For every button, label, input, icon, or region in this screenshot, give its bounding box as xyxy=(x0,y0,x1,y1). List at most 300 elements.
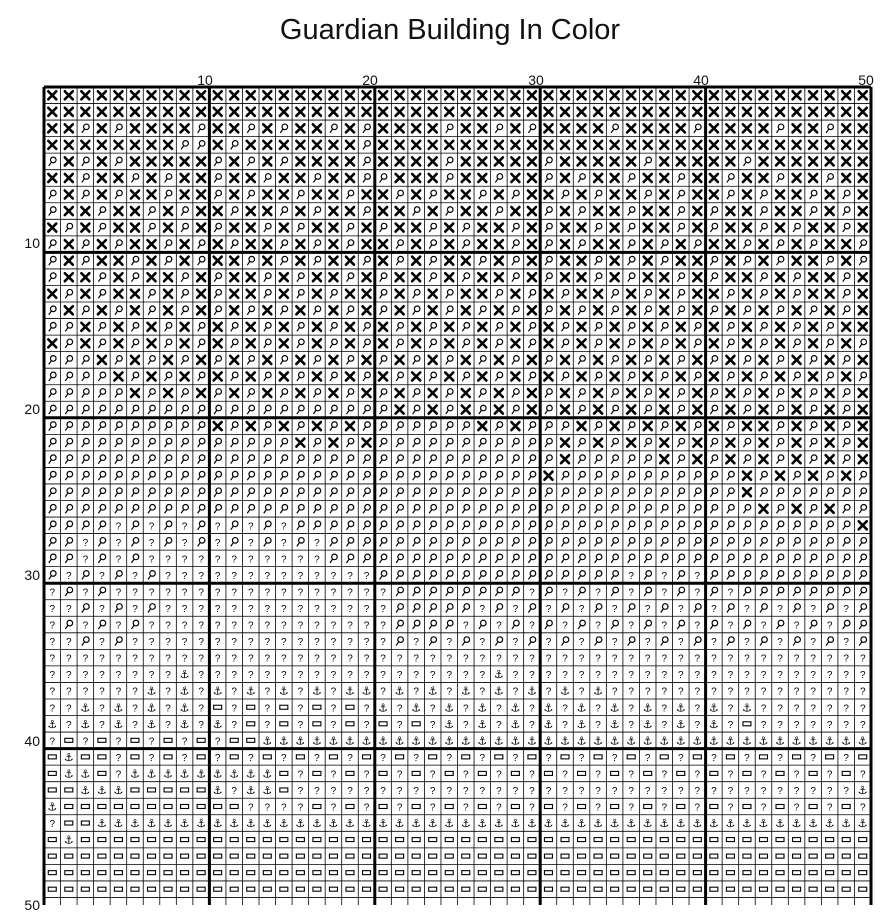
stitch-cell xyxy=(98,223,105,232)
stitch-cell xyxy=(296,257,304,265)
stitch-cell xyxy=(148,455,155,464)
stitch-cell: ? xyxy=(347,587,353,599)
stitch-cell: ? xyxy=(628,769,634,781)
stitch-cell xyxy=(561,157,569,165)
stitch-cell xyxy=(694,488,701,497)
stitch-cell xyxy=(296,124,304,132)
stitch-cell: ? xyxy=(49,736,56,748)
stitch-cell: ? xyxy=(231,604,237,616)
stitch-cell xyxy=(164,356,172,364)
stitch-cell xyxy=(743,722,751,726)
stitch-cell xyxy=(65,587,72,596)
stitch-cell: ⚓ xyxy=(394,684,405,698)
stitch-cell xyxy=(760,190,767,199)
stitch-cell xyxy=(693,207,701,215)
stitch-cell: ? xyxy=(330,620,337,632)
stitch-cell: ? xyxy=(843,703,849,715)
stitch-cell xyxy=(446,289,453,298)
stitch-cell: ? xyxy=(314,604,320,616)
stitch-cell: ? xyxy=(479,670,486,682)
stitch-cell xyxy=(462,887,470,891)
stitch-cell xyxy=(495,455,502,464)
stitch-cell xyxy=(859,471,866,480)
stitch-cell xyxy=(396,273,404,281)
stitch-cell xyxy=(693,191,701,199)
stitch-cell xyxy=(131,538,138,547)
stitch-cell xyxy=(495,289,502,298)
stitch-cell xyxy=(81,887,89,891)
stitch-cell xyxy=(859,108,867,116)
stitch-cell xyxy=(363,339,370,348)
stitch-cell xyxy=(115,405,122,414)
stitch-cell xyxy=(313,504,320,513)
stitch-cell xyxy=(214,124,222,132)
stitch-cell xyxy=(197,108,205,116)
stitch-cell xyxy=(114,91,122,99)
stitch-cell xyxy=(363,504,370,513)
stitch-cell xyxy=(346,339,354,347)
stitch-cell xyxy=(280,256,287,265)
stitch-cell: ? xyxy=(198,719,204,731)
stitch-cell xyxy=(760,339,767,348)
stitch-cell: ? xyxy=(678,670,684,682)
stitch-cell xyxy=(859,339,866,348)
stitch-cell xyxy=(727,339,734,348)
stitch-cell xyxy=(82,372,89,381)
stitch-cell xyxy=(462,604,469,613)
stitch-cell: ⚓ xyxy=(493,668,504,682)
stitch-cell xyxy=(263,306,271,314)
stitch-cell: ? xyxy=(165,604,171,616)
stitch-cell xyxy=(809,157,817,165)
stitch-cell xyxy=(611,854,619,858)
stitch-cell: ? xyxy=(760,670,767,682)
stitch-cell xyxy=(578,871,586,875)
stitch-cell xyxy=(462,157,470,165)
stitch-cell: ? xyxy=(446,686,453,698)
stitch-cell xyxy=(313,108,321,116)
stitch-cell: ? xyxy=(760,703,767,715)
stitch-cell xyxy=(611,488,618,497)
stitch-cell: ? xyxy=(760,620,767,632)
stitch-cell xyxy=(48,91,56,99)
stitch-cell: ? xyxy=(330,653,337,665)
stitch-cell xyxy=(611,455,618,464)
stitch-cell xyxy=(396,422,403,431)
stitch-cell: ⚓ xyxy=(361,734,372,748)
stitch-cell xyxy=(462,554,469,563)
stitch-cell xyxy=(247,738,255,742)
stitch-cell xyxy=(826,256,833,265)
stitch-cell xyxy=(776,372,784,380)
stitch-cell xyxy=(380,422,387,431)
stitch-cell xyxy=(445,871,453,875)
stitch-cell: ? xyxy=(281,537,287,549)
stitch-cell xyxy=(628,207,635,216)
stitch-cell: ? xyxy=(429,719,436,731)
stitch-cell: ? xyxy=(330,686,337,698)
stitch-cell xyxy=(380,538,387,547)
stitch-cell xyxy=(114,207,122,215)
stitch-cell: ? xyxy=(297,587,304,599)
stitch-cell xyxy=(594,124,602,132)
stitch-cell: ? xyxy=(330,587,337,599)
stitch-cell xyxy=(446,521,453,530)
stitch-cell xyxy=(793,571,800,580)
stitch-cell xyxy=(65,738,73,742)
stitch-cell xyxy=(793,323,800,332)
stitch-cell xyxy=(114,290,122,298)
stitch-cell: ? xyxy=(545,637,552,649)
stitch-cell: ? xyxy=(347,670,353,682)
stitch-cell xyxy=(759,157,767,165)
stitch-cell xyxy=(677,838,685,842)
stitch-cell xyxy=(214,141,222,149)
stitch-cell: ? xyxy=(661,670,668,682)
stitch-cell: ⚓ xyxy=(493,734,504,748)
stitch-cell xyxy=(346,771,354,775)
stitch-cell xyxy=(363,207,370,216)
stitch-cell: ⚓ xyxy=(609,717,620,731)
stitch-cell: ? xyxy=(859,719,866,731)
stitch-cell xyxy=(793,157,801,165)
stitch-cell xyxy=(528,554,535,563)
stitch-cell xyxy=(677,257,685,265)
stitch-cell xyxy=(48,339,56,347)
stitch-cell xyxy=(346,804,354,808)
stitch-cell: ? xyxy=(859,686,866,698)
stitch-cell xyxy=(793,191,801,199)
stitch-cell: ? xyxy=(314,653,320,665)
stitch-cell xyxy=(181,356,188,365)
stitch-cell xyxy=(776,771,784,775)
stitch-cell: ? xyxy=(496,719,502,731)
stitch-cell xyxy=(82,422,89,431)
stitch-cell: ? xyxy=(595,587,601,599)
stitch-cell: ? xyxy=(793,620,800,632)
stitch-cell xyxy=(197,207,205,215)
stitch-cell xyxy=(65,488,72,497)
stitch-cell: ⚓ xyxy=(576,817,587,831)
stitch-cell: ⚓ xyxy=(130,767,140,781)
stitch-cell xyxy=(793,471,800,480)
stitch-cell xyxy=(810,488,817,497)
stitch-cell xyxy=(379,323,387,331)
stitch-cell: ? xyxy=(711,752,717,764)
stitch-cell xyxy=(843,356,850,365)
stitch-cell xyxy=(197,273,205,281)
stitch-cell xyxy=(396,174,404,182)
stitch-cell xyxy=(561,108,569,116)
stitch-cell xyxy=(165,488,172,497)
stitch-cell xyxy=(297,504,304,513)
stitch-cell: ⚓ xyxy=(576,717,587,731)
stitch-cell xyxy=(677,91,685,99)
stitch-cell xyxy=(230,306,238,314)
stitch-cell: ? xyxy=(611,670,618,682)
stitch-cell: ? xyxy=(165,653,171,665)
stitch-cell xyxy=(760,323,767,332)
stitch-cell xyxy=(247,372,255,380)
stitch-cell xyxy=(462,257,470,265)
stitch-cell xyxy=(280,438,287,447)
stitch-cell xyxy=(82,190,89,199)
stitch-cell xyxy=(230,191,238,199)
stitch-cell xyxy=(693,108,701,116)
stitch-cell xyxy=(661,538,668,547)
stitch-cell xyxy=(495,356,503,364)
stitch-cell xyxy=(727,289,734,298)
stitch-cell xyxy=(148,488,155,497)
stitch-cell xyxy=(313,273,321,281)
stitch-cell xyxy=(98,504,105,513)
stitch-cell xyxy=(81,108,89,116)
stitch-cell xyxy=(346,504,353,513)
stitch-cell: ? xyxy=(810,670,816,682)
stitch-cell xyxy=(65,438,72,447)
stitch-cell xyxy=(578,141,586,149)
stitch-cell xyxy=(280,389,287,398)
stitch-cell xyxy=(82,455,89,464)
stitch-cell: ? xyxy=(611,637,618,649)
stitch-cell xyxy=(380,174,387,183)
stitch-cell xyxy=(578,157,586,165)
stitch-cell: ? xyxy=(380,670,386,682)
stitch-cell: ? xyxy=(479,604,486,616)
stitch-cell: ? xyxy=(826,719,833,731)
stitch-cell xyxy=(446,207,453,216)
stitch-cell xyxy=(413,587,420,596)
stitch-cell: ? xyxy=(678,752,684,764)
stitch-cell xyxy=(644,273,652,281)
stitch-cell: ? xyxy=(479,752,486,764)
stitch-cell xyxy=(710,91,718,99)
stitch-cell xyxy=(710,538,717,547)
stitch-cell xyxy=(793,339,800,348)
stitch-cell xyxy=(446,389,453,398)
stitch-cell xyxy=(98,257,106,265)
stitch-cell xyxy=(247,722,255,726)
stitch-cell xyxy=(98,538,105,547)
stitch-cell xyxy=(81,755,89,759)
stitch-cell xyxy=(131,554,138,563)
stitch-cell: ? xyxy=(247,537,254,549)
stitch-cell: ⚓ xyxy=(460,734,471,748)
stitch-cell xyxy=(264,339,271,348)
stitch-cell xyxy=(677,273,684,282)
stitch-cell xyxy=(396,854,404,858)
stitch-cell xyxy=(660,755,668,759)
stitch-cell xyxy=(230,108,238,116)
stitch-cell xyxy=(313,838,321,842)
stitch-cell xyxy=(247,224,255,232)
stitch-cell xyxy=(843,405,850,414)
stitch-cell xyxy=(198,124,205,133)
stitch-cell: ? xyxy=(727,620,734,632)
stitch-cell: ⚓ xyxy=(328,817,339,831)
stitch-cell xyxy=(280,471,287,480)
stitch-cell: ⚓ xyxy=(460,817,471,831)
stitch-cell xyxy=(263,871,271,875)
stitch-cell xyxy=(478,108,486,116)
stitch-cell xyxy=(594,290,602,298)
stitch-cell: ? xyxy=(148,637,155,649)
stitch-cell xyxy=(264,438,271,447)
stitch-cell xyxy=(247,356,254,365)
stitch-cell xyxy=(693,755,701,759)
stitch-cell xyxy=(628,455,635,464)
stitch-cell xyxy=(478,372,486,380)
stitch-cell: ? xyxy=(727,785,734,797)
stitch-cell xyxy=(511,887,519,891)
stitch-cell xyxy=(379,207,387,215)
stitch-cell xyxy=(165,240,172,249)
stitch-cell: ? xyxy=(578,604,585,616)
stitch-cell xyxy=(379,804,387,808)
stitch-cell xyxy=(759,240,767,248)
stitch-cell xyxy=(65,471,72,480)
stitch-cell xyxy=(313,91,321,99)
stitch-cell: ? xyxy=(148,537,155,549)
stitch-cell xyxy=(859,521,867,529)
stitch-cell xyxy=(611,191,619,199)
stitch-cell xyxy=(446,455,453,464)
stitch-cell: ? xyxy=(810,604,816,616)
stitch-cell xyxy=(181,289,188,298)
stitch-cell xyxy=(760,571,767,580)
stitch-cell xyxy=(760,471,767,480)
stitch-cell xyxy=(809,290,817,298)
stitch-cell: ? xyxy=(247,587,254,599)
stitch-cell xyxy=(82,157,89,166)
stitch-cell: ⚓ xyxy=(63,750,74,764)
stitch-cell xyxy=(777,620,784,629)
stitch-cell xyxy=(859,504,866,513)
stitch-cell xyxy=(429,124,437,132)
stitch-cell xyxy=(594,854,602,858)
stitch-cell xyxy=(214,422,222,430)
stitch-cell: ⚓ xyxy=(444,701,455,715)
stitch-cell: ? xyxy=(99,670,105,682)
stitch-cell xyxy=(412,339,420,347)
stitch-cell xyxy=(131,108,139,116)
stitch-cell xyxy=(859,224,867,232)
stitch-cell xyxy=(528,755,536,759)
stitch-cell xyxy=(562,372,569,381)
stitch-cell xyxy=(561,240,569,248)
stitch-cell: ? xyxy=(297,802,304,814)
stitch-cell xyxy=(280,504,287,513)
stitch-cell: ? xyxy=(429,802,436,814)
stitch-cell xyxy=(743,157,750,166)
stitch-cell xyxy=(478,141,486,149)
stitch-cell xyxy=(380,521,387,530)
stitch-cell xyxy=(148,471,155,480)
stitch-cell xyxy=(412,240,420,248)
stitch-cell xyxy=(164,108,172,116)
stitch-cell xyxy=(810,306,817,315)
stitch-cell: ? xyxy=(380,752,386,764)
stitch-cell xyxy=(280,290,288,298)
stitch-cell xyxy=(247,157,254,166)
stitch-cell xyxy=(98,356,106,364)
stitch-cell xyxy=(65,289,72,298)
stitch-cell xyxy=(478,124,486,132)
stitch-cell xyxy=(776,157,784,165)
stitch-cell xyxy=(131,389,139,397)
stitch-cell xyxy=(98,620,105,629)
stitch-cell xyxy=(462,438,469,447)
stitch-cell: ? xyxy=(297,769,304,781)
stitch-cell xyxy=(644,174,652,182)
stitch-cell: ? xyxy=(49,686,56,698)
stitch-cell: ⚓ xyxy=(526,684,537,698)
stitch-cell: ⚓ xyxy=(80,717,91,731)
stitch-cell xyxy=(148,339,156,347)
stitch-cell xyxy=(313,339,321,347)
stitch-cell: ⚓ xyxy=(477,817,488,831)
stitch-cell xyxy=(495,389,503,397)
stitch-cell xyxy=(445,771,453,775)
stitch-cell: ? xyxy=(49,604,56,616)
stitch-cell xyxy=(842,124,850,132)
stitch-cell xyxy=(131,290,139,298)
stitch-cell xyxy=(296,174,304,182)
stitch-cell xyxy=(313,191,321,199)
stitch-cell: ? xyxy=(281,604,287,616)
stitch-cell xyxy=(511,207,519,215)
stitch-cell xyxy=(495,207,502,216)
stitch-cell xyxy=(677,157,685,165)
stitch-cell: ? xyxy=(314,587,320,599)
stitch-cell xyxy=(148,124,156,132)
stitch-cell xyxy=(197,755,205,759)
stitch-cell xyxy=(48,224,56,232)
stitch-cell xyxy=(495,422,502,431)
stitch-cell xyxy=(810,438,817,447)
stitch-cell xyxy=(479,438,486,447)
stitch-cell: ? xyxy=(529,719,535,731)
stitch-cell xyxy=(495,887,503,891)
stitch-cell xyxy=(181,124,189,132)
stitch-cell: ? xyxy=(330,785,337,797)
stitch-cell xyxy=(479,587,486,596)
stitch-cell xyxy=(595,323,602,332)
stitch-cell xyxy=(661,637,668,646)
stitch-cell xyxy=(544,191,552,199)
stitch-cell: ? xyxy=(843,653,849,665)
stitch-cell xyxy=(528,157,536,165)
stitch-cell: ⚓ xyxy=(295,734,306,748)
stitch-cell xyxy=(545,554,552,563)
stitch-cell xyxy=(776,91,784,99)
stitch-cell xyxy=(197,854,205,858)
stitch-cell xyxy=(379,141,387,149)
stitch-cell xyxy=(413,488,420,497)
stitch-cell xyxy=(214,804,222,808)
stitch-cell xyxy=(49,438,56,447)
stitch-cell: ? xyxy=(644,752,651,764)
stitch-cell: ? xyxy=(744,604,750,616)
stitch-cell xyxy=(528,174,536,182)
stitch-cell: ? xyxy=(760,785,767,797)
stitch-cell xyxy=(329,854,337,858)
stitch-cell xyxy=(478,339,486,347)
stitch-cell: ? xyxy=(165,554,171,566)
stitch-cell xyxy=(842,91,850,99)
stitch-cell xyxy=(412,257,420,265)
stitch-cell: ? xyxy=(82,736,89,748)
